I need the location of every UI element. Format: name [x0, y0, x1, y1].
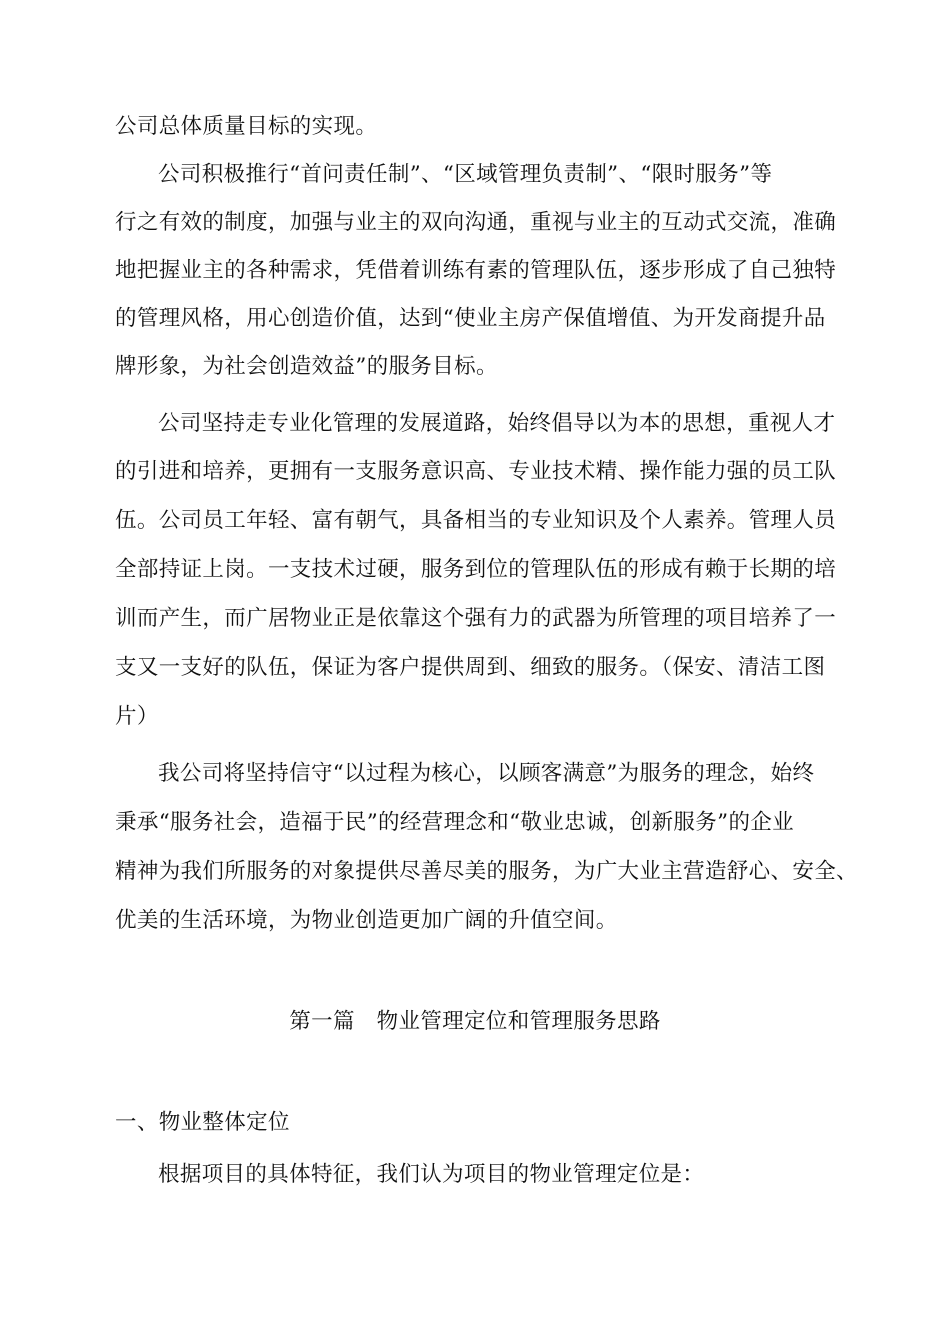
- section-heading: 一、物业整体定位: [115, 1110, 290, 1135]
- paragraph-line: 精神为我们所服务的对象提供尽善尽美的服务，为广大业主营造舒心、安全、: [115, 859, 858, 884]
- paragraph-line: 秉承“服务社会，造福于民”的经营理念和“敬业忠诚，创新服务”的企业: [115, 810, 795, 835]
- paragraph-line: 根据项目的具体特征，我们认为项目的物业管理定位是：: [158, 1162, 705, 1187]
- paragraph-line: 全部持证上岗。一支技术过硬，服务到位的管理队伍的形成有赖于长期的培: [115, 557, 837, 582]
- paragraph-line: 训而产生，而广居物业正是依靠这个强有力的武器为所管理的项目培养了一: [115, 606, 837, 631]
- paragraph-line: 地把握业主的各种需求，凭借着训练有素的管理队伍，逐步形成了自己独特: [115, 258, 837, 283]
- paragraph-line: 的引进和培养，更拥有一支服务意识高、专业技术精、操作能力强的员工队: [115, 459, 837, 484]
- chapter-title: 第一篇 物业管理定位和管理服务思路: [289, 1009, 661, 1034]
- paragraph-line: 优美的生活环境，为物业创造更加广阔的升值空间。: [115, 908, 618, 933]
- paragraph-line: 支又一支好的队伍，保证为客户提供周到、细致的服务。（保安、清洁工图: [115, 655, 826, 680]
- paragraph-line: 公司积极推行“首问责任制”、“区域管理负责制”、“限时服务”等: [158, 162, 773, 187]
- paragraph-line: 的管理风格，用心创造价值，达到“使业主房产保值增值、为开发商提升品: [115, 306, 826, 331]
- paragraph-line: 公司总体质量目标的实现。: [115, 114, 378, 139]
- paragraph-line: 牌形象，为社会创造效益”的服务目标。: [115, 354, 498, 379]
- paragraph-line: 行之有效的制度，加强与业主的双向沟通，重视与业主的互动式交流，准确: [115, 210, 837, 235]
- paragraph-line: 片）: [115, 704, 159, 729]
- paragraph-line: 伍。公司员工年轻、富有朝气，具备相当的专业知识及个人素养。管理人员: [115, 508, 837, 533]
- paragraph-line: 公司坚持走专业化管理的发展道路，始终倡导以为本的思想，重视人才: [158, 411, 836, 436]
- paragraph-line: 我公司将坚持信守“以过程为核心，以顾客满意”为服务的理念，始终: [158, 761, 815, 786]
